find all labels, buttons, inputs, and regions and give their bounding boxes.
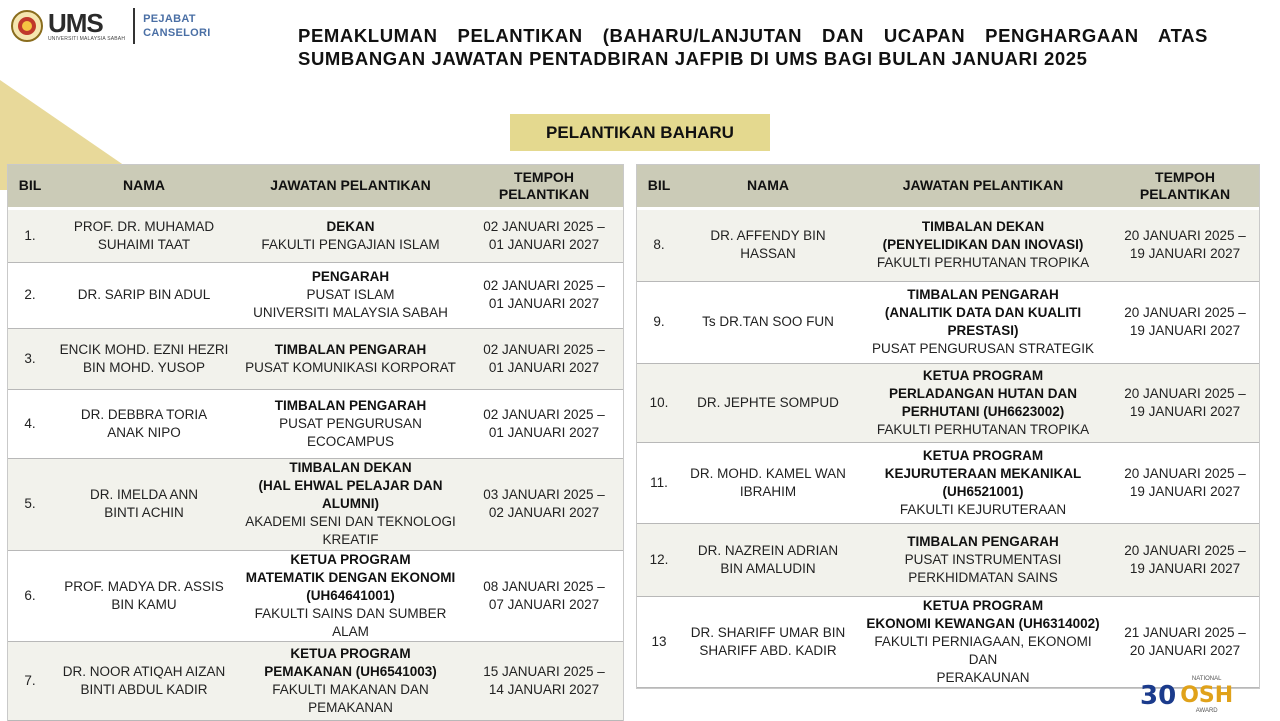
table-row xyxy=(8,641,623,720)
cell-bil: 8. xyxy=(637,208,681,281)
appointments-left-body xyxy=(8,208,623,720)
cell-tempoh xyxy=(1111,523,1259,596)
position-title-line: ALUMNI) xyxy=(322,496,379,511)
period-line: 19 JANUARI 2027 xyxy=(1129,323,1241,338)
period-line: 02 JANUARI 2025 – xyxy=(483,406,605,422)
position-title-line: TIMBALAN PENGARAH xyxy=(274,397,427,413)
cell-tempoh xyxy=(1111,596,1259,687)
cell-jawatan xyxy=(236,328,465,389)
name-line: DR. DEBBRA TORIA xyxy=(80,406,208,422)
cell-nama xyxy=(681,442,855,523)
position-title-line: KETUA PROGRAM xyxy=(922,597,1044,613)
position-title-line: KETUA PROGRAM xyxy=(922,367,1044,383)
ums-logo-subtext: UNIVERSITI MALAYSIA SABAH xyxy=(48,36,126,42)
cell-bil: 9. xyxy=(637,281,681,363)
period-line: 19 JANUARI 2027 xyxy=(1129,403,1241,419)
table-row xyxy=(8,389,623,458)
position-department-line: PUSAT KOMUNIKASI KORPORAT xyxy=(245,359,456,375)
cell-nama xyxy=(681,523,855,596)
table-row xyxy=(637,363,1259,442)
cell-tempoh xyxy=(465,328,623,389)
cell-jawatan xyxy=(855,442,1111,523)
cell-nama xyxy=(681,363,855,442)
cell-tempoh xyxy=(465,208,623,262)
name-line: SHARIFF ABD. KADIR xyxy=(699,642,837,658)
section-badge: PELANTIKAN BAHARU xyxy=(510,114,770,151)
position-department-line: PUSAT PENGURUSAN STRATEGIK xyxy=(871,341,1095,356)
header-tempoh xyxy=(1111,165,1259,208)
header-bil: BIL xyxy=(637,165,681,208)
cell-nama xyxy=(681,596,855,687)
cell-tempoh xyxy=(1111,208,1259,281)
cell-jawatan xyxy=(855,281,1111,363)
name-line: DR. SARIP BIN ADUL xyxy=(77,287,211,302)
position-title-line: KETUA PROGRAM xyxy=(290,551,411,567)
period-line: 21 JANUARI 2025 – xyxy=(1124,624,1246,640)
position-department-line: AKADEMI SENI DAN TEKNOLOGI xyxy=(245,514,456,529)
period-line: 02 JANUARI 2025 – xyxy=(483,218,605,234)
cell-nama xyxy=(52,458,236,550)
period-line: 20 JANUARI 2025 – xyxy=(1124,385,1246,401)
name-line: SUHAIMI TAAT xyxy=(97,236,191,252)
position-department-line: PUSAT PENGURUSAN ECOCAMPUS xyxy=(279,415,422,449)
logo-divider xyxy=(133,8,135,44)
cell-tempoh xyxy=(465,262,623,328)
position-title-line: PERHUTANI (UH6623002) xyxy=(901,403,1065,419)
header-tempoh-line1: TEMPOH xyxy=(1155,168,1215,185)
table-row xyxy=(8,458,623,550)
cell-jawatan xyxy=(236,262,465,328)
header-tempoh-line2: PELANTIKAN xyxy=(498,185,590,202)
position-title-line: PERLADANGAN HUTAN DAN xyxy=(889,385,1077,401)
table-row xyxy=(8,262,623,328)
osh-award-logo: OSH xyxy=(1180,683,1234,708)
cell-bil: 1. xyxy=(8,208,52,262)
cell-nama xyxy=(681,208,855,281)
position-title-line: TIMBALAN PENGARAH xyxy=(274,341,427,357)
cell-tempoh xyxy=(1111,442,1259,523)
header-tempoh xyxy=(465,165,623,208)
position-department-line: UNIVERSITI MALAYSIA SABAH xyxy=(253,305,448,320)
period-line: 19 JANUARI 2027 xyxy=(1129,560,1241,576)
period-line: 19 JANUARI 2027 xyxy=(1129,483,1241,499)
osh-award-bottom-text: AWARD xyxy=(1195,708,1218,714)
cell-tempoh xyxy=(1111,281,1259,363)
name-line: DR. SHARIFF UMAR BIN xyxy=(690,624,846,640)
position-department-line: FAKULTI MAKANAN DAN xyxy=(272,681,429,697)
position-department-line: FAKULTI SAINS DAN SUMBER ALAM xyxy=(254,605,447,639)
appointments-table-left xyxy=(8,165,623,721)
table-row xyxy=(637,523,1259,596)
name-line: DR. AFFENDY BIN xyxy=(710,228,826,243)
period-line: 01 JANUARI 2027 xyxy=(488,359,600,375)
period-line: 03 JANUARI 2025 – xyxy=(483,487,605,502)
cell-jawatan xyxy=(855,208,1111,281)
table-row xyxy=(637,596,1259,687)
table-row xyxy=(8,208,623,262)
cell-bil: 12. xyxy=(637,523,681,596)
position-title-line: KETUA PROGRAM xyxy=(922,447,1044,463)
table-row xyxy=(637,208,1259,281)
cell-bil: 7. xyxy=(8,641,52,720)
cell-nama xyxy=(52,328,236,389)
cell-jawatan xyxy=(236,458,465,550)
name-line: DR. JEPHTE SOMPUD xyxy=(697,394,839,410)
cell-nama xyxy=(52,262,236,328)
name-line: BINTI ABDUL KADIR xyxy=(80,681,208,697)
award-logos xyxy=(1140,676,1233,715)
ums-logo xyxy=(10,8,211,44)
position-department-line: FAKULTI PENGAJIAN ISLAM xyxy=(261,236,440,252)
cell-nama xyxy=(52,389,236,458)
period-line: 02 JANUARI 2025 – xyxy=(483,278,605,293)
anniversary-30-logo: 30 xyxy=(1140,680,1177,711)
name-line: DR. IMELDA ANN xyxy=(89,487,199,502)
period-line: 01 JANUARI 2027 xyxy=(488,296,600,311)
table-row xyxy=(637,281,1259,363)
position-title-line: PRESTASI) xyxy=(947,323,1019,338)
cell-bil: 10. xyxy=(637,363,681,442)
position-title-line: EKONOMI KEWANGAN (UH6314002) xyxy=(866,615,1100,631)
table-row xyxy=(637,442,1259,523)
appointments-table-right xyxy=(637,165,1259,688)
position-title-line: KETUA PROGRAM xyxy=(290,645,411,661)
name-line: ENCIK MOHD. EZNI HEZRI xyxy=(59,341,229,357)
cell-tempoh xyxy=(465,389,623,458)
cell-nama xyxy=(52,641,236,720)
position-title-line: TIMBALAN PENGARAH xyxy=(907,287,1059,302)
cell-bil: 4. xyxy=(8,389,52,458)
cell-nama xyxy=(52,208,236,262)
header-nama: NAMA xyxy=(681,165,855,208)
position-title-line: (PENYELIDIKAN DAN INOVASI) xyxy=(882,237,1084,252)
position-title-line: PENGARAH xyxy=(311,269,390,284)
name-line: HASSAN xyxy=(740,246,796,261)
name-line: Ts DR.TAN SOO FUN xyxy=(702,314,834,329)
position-department-line: FAKULTI PERHUTANAN TROPIKA xyxy=(876,421,1090,437)
osh-award-top-text: NATIONAL xyxy=(1191,676,1222,682)
cell-jawatan xyxy=(855,523,1111,596)
position-department-line: FAKULTI KEJURUTERAAN xyxy=(899,501,1067,517)
name-line: ANAK NIPO xyxy=(107,424,181,440)
table-row xyxy=(8,328,623,389)
period-line: 01 JANUARI 2027 xyxy=(488,424,600,440)
cell-bil: 3. xyxy=(8,328,52,389)
position-title-line: (UH64641001) xyxy=(306,587,395,603)
name-line: IBRAHIM xyxy=(739,483,797,499)
position-title-line: TIMBALAN DEKAN xyxy=(921,219,1045,234)
cell-bil: 13 xyxy=(637,596,681,687)
position-title-line: (HAL EHWAL PELAJAR DAN xyxy=(258,478,443,493)
header-nama: NAMA xyxy=(52,165,236,208)
period-line: 02 JANUARI 2025 – xyxy=(483,341,605,357)
cell-jawatan xyxy=(236,550,465,641)
position-department-line: PEMAKANAN xyxy=(308,699,393,715)
period-line: 20 JANUARI 2025 – xyxy=(1124,542,1246,558)
cell-tempoh xyxy=(465,550,623,641)
name-line: DR. NAZREIN ADRIAN xyxy=(697,542,839,558)
page-title: PEMAKLUMAN PELANTIKAN (BAHARU/LANJUTAN DAN UCAPAN PENGHARGAAN ATAS SUMBANGAN JAWATAN PENTADBIRAN JAFPIB DI UMS BAGI BULAN JANUARI 2025 xyxy=(298,25,1208,69)
cell-jawatan xyxy=(236,641,465,720)
period-line: 15 JANUARI 2025 – xyxy=(483,663,605,679)
position-department-line: KREATIF xyxy=(322,532,379,547)
position-title-line: DEKAN xyxy=(326,218,375,234)
header-tempoh-line1: TEMPOH xyxy=(514,168,574,185)
name-line: BIN KAMU xyxy=(111,596,177,612)
cell-tempoh xyxy=(1111,363,1259,442)
appointments-right-body xyxy=(637,208,1259,687)
header-jawatan: JAWATAN PELANTIKAN xyxy=(236,165,465,208)
cell-jawatan xyxy=(855,363,1111,442)
cell-bil: 5. xyxy=(8,458,52,550)
period-line: 19 JANUARI 2027 xyxy=(1129,246,1241,261)
position-department-line: PERAKAUNAN xyxy=(936,669,1030,685)
position-title-line: TIMBALAN DEKAN xyxy=(289,460,412,475)
position-title-line: PEMAKANAN (UH6541003) xyxy=(264,663,437,679)
cell-bil: 11. xyxy=(637,442,681,523)
cell-tempoh xyxy=(465,458,623,550)
cell-nama xyxy=(681,281,855,363)
name-line: PROF. MADYA DR. ASSIS xyxy=(64,578,224,594)
period-line: 20 JANUARI 2025 – xyxy=(1124,465,1246,481)
cell-nama xyxy=(52,550,236,641)
ums-crest-icon xyxy=(10,9,44,43)
name-line: BIN AMALUDIN xyxy=(720,560,816,576)
cell-bil: 6. xyxy=(8,550,52,641)
position-title-line: (UH6521001) xyxy=(942,483,1024,499)
period-line: 20 JANUARI 2027 xyxy=(1129,642,1241,658)
period-line: 20 JANUARI 2025 – xyxy=(1124,228,1246,243)
position-department-line: FAKULTI PERHUTANAN TROPIKA xyxy=(876,255,1090,270)
name-line: PROF. DR. MUHAMAD xyxy=(73,218,215,234)
office-name-line1: PEJABAT xyxy=(143,13,196,25)
name-line: DR. NOOR ATIQAH AIZAN xyxy=(62,663,226,679)
cell-jawatan xyxy=(236,389,465,458)
period-line: 07 JANUARI 2027 xyxy=(488,596,600,612)
position-department-line: PUSAT ISLAM xyxy=(306,287,395,302)
period-line: 14 JANUARI 2027 xyxy=(488,681,600,697)
name-line: DR. MOHD. KAMEL WAN xyxy=(690,465,846,481)
cell-jawatan xyxy=(236,208,465,262)
table-row xyxy=(8,550,623,641)
header-tempoh-line2: PELANTIKAN xyxy=(1139,185,1231,202)
position-department-line: FAKULTI PERNIAGAAN, EKONOMI DAN xyxy=(874,633,1092,667)
name-line: BINTI ACHIN xyxy=(104,505,184,520)
period-line: 20 JANUARI 2025 – xyxy=(1124,305,1246,320)
cell-bil: 2. xyxy=(8,262,52,328)
position-title-line: (ANALITIK DATA DAN KUALITI xyxy=(884,305,1082,320)
period-line: 02 JANUARI 2027 xyxy=(488,505,600,520)
position-department-line: PUSAT INSTRUMENTASI xyxy=(904,551,1062,567)
header-jawatan: JAWATAN PELANTIKAN xyxy=(855,165,1111,208)
ums-logo-text: UMS xyxy=(48,8,103,38)
cell-jawatan xyxy=(855,596,1111,687)
position-title-line: MATEMATIK DENGAN EKONOMI xyxy=(245,569,456,585)
name-line: BIN MOHD. YUSOP xyxy=(82,359,206,375)
position-department-line: PERKHIDMATAN SAINS xyxy=(908,569,1058,585)
header-bil: BIL xyxy=(8,165,52,208)
position-title-line: TIMBALAN PENGARAH xyxy=(907,533,1059,549)
period-line: 08 JANUARI 2025 – xyxy=(483,578,605,594)
period-line: 01 JANUARI 2027 xyxy=(488,236,600,252)
cell-tempoh xyxy=(465,641,623,720)
position-title-line: KEJURUTERAAN MEKANIKAL xyxy=(884,465,1082,481)
office-name-line2: CANSELORI xyxy=(143,27,211,39)
